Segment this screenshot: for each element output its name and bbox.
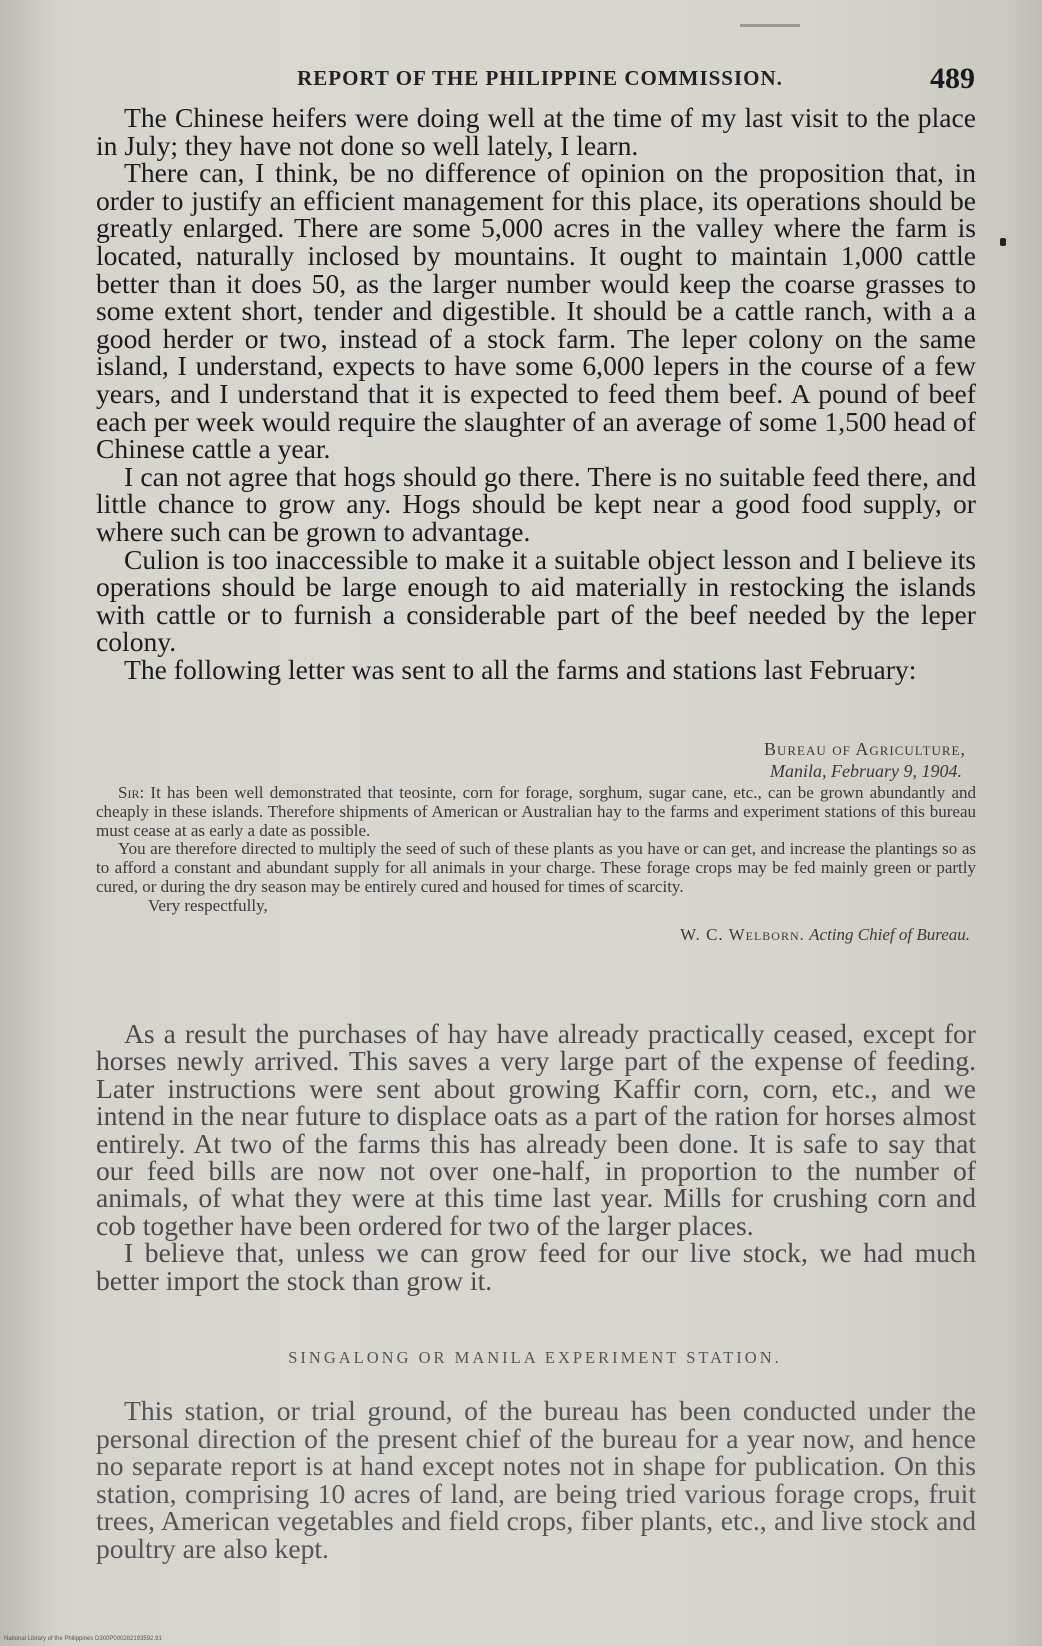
letter-closing: Very respectfully, (148, 895, 268, 915)
letter-paragraph-1-text: It has been well demonstrated that teosinte, corn for forage, sorghum, sugar cane, etc., can be grown abundantly and cheaply in these islands. Therefore shipments of American or Australian hay to the farms and experiment stations of this bureau must cease at as early a date as possible. (96, 783, 977, 840)
letter-salutation: Sir: (118, 783, 145, 802)
footer-credit: National Library of the Philippines D300P000282193592.91 (4, 1636, 162, 1642)
paragraph-hogs: I can not agree that hogs should go there. There is no suitable feed there, and little chance to grow any. Hogs should be kept near a good food supply, or where such can be grown to advantage. (96, 460, 976, 547)
body-text-upper (96, 104, 976, 683)
letter-heading (96, 738, 976, 782)
letter-date: Manila, February 9, 1904. (770, 761, 962, 781)
body-text-lower (96, 1397, 976, 1563)
paragraph-hay-purchases: As a result the purchases of hay have already practically ceased, except for horses newly arrived. This saves a very large part of the expense of feeding. Later instructions were sent about growing Kaffir corn, corn, etc., and we intend in the near future to displace oats as a part of the ration for horses almost entirely. At two of the farms this has already been done. It is safe to say that our feed bills are now not over one-half, in proportion to the number of animals, of what they were at this time last year. Mills for crushing corn and cob together have been ordered for two of the larger places. (96, 1018, 976, 1241)
letter-paragraph-2: You are therefore directed to multiply the seed of such of these plants as you have or can get, and increase the plantings so as to afford a constant and abundant supply for all animals in your charge. These forage crops may be fed mainly green or partly cured, or during the dry season may be entirely cured and housed for times of scarcity. (96, 839, 976, 896)
paragraph-import-stock: I believe that, unless we can grow feed for our live stock, we had much better import the stock than grow it. (96, 1237, 976, 1296)
scan-smudge (740, 24, 800, 27)
paragraph-letter-intro: The following letter was sent to all the farms and stations last February: (124, 653, 917, 685)
running-head: REPORT OF THE PHILIPPINE COMMISSION. (297, 66, 783, 90)
letter-body (96, 784, 976, 897)
paragraph-singalong-station: This station, or trial ground, of the bureau has been conducted under the personal direction of the present chief of the bureau for a year now, and hence no separate report is at hand except notes not in shape for publication. On this station, comprising 10 acres of land, are being tried various forage crops, fruit trees, American vegetables and field crops, fiber plants, etc., and live stock and poultry are also kept. (96, 1395, 976, 1564)
letter-office: Bureau of Agriculture, (763, 739, 966, 759)
signer-title: Acting Chief of Bureau. (809, 924, 970, 944)
section-heading: SINGALONG OR MANILA EXPERIMENT STATION. (288, 1348, 782, 1367)
body-text-middle (96, 1020, 976, 1294)
paragraph-farm-enlargement: There can, I think, be no difference of opinion on the proposition that, in order to justify an efficient management for this place, its operations should be greatly enlarged. There are some 5,000 acres in the valley where the farm is located, naturally inclosed by mountains. It ought to maintain 1,000 cattle better than it does 50, as the larger number would keep the coarse grasses to some extent short, tender and digestible. It should be a cattle ranch, with a a good herder or two, instead of a stock farm. The leper colony on the same island, I understand, expects to have some 6,000 lepers in the course of a few years, and I understand that it is expected to feed them beef. A pound of beef each per week would require the slaughter of an average of some 1,500 head of Chinese cattle a year. (96, 157, 976, 465)
page-number: 489 (930, 62, 975, 95)
letter-paragraph-1 (96, 784, 976, 840)
quoted-letter (96, 738, 976, 945)
paragraph-chinese-heifers: The Chinese heifers were doing well at the time of my last visit to the place in July; they have not done so well lately, I learn. (96, 102, 976, 161)
letter-signature (96, 925, 976, 945)
margin-mark (1000, 238, 1006, 246)
paragraph-culion: Culion is too inaccessible to make it a suitable object lesson and I believe its operations should be large enough to aid materially in restocking the islands with cattle or to furnish a considerable part of the beef needed by the leper colony. (96, 543, 976, 658)
signer-name: W. C. Welborn. (680, 924, 805, 944)
